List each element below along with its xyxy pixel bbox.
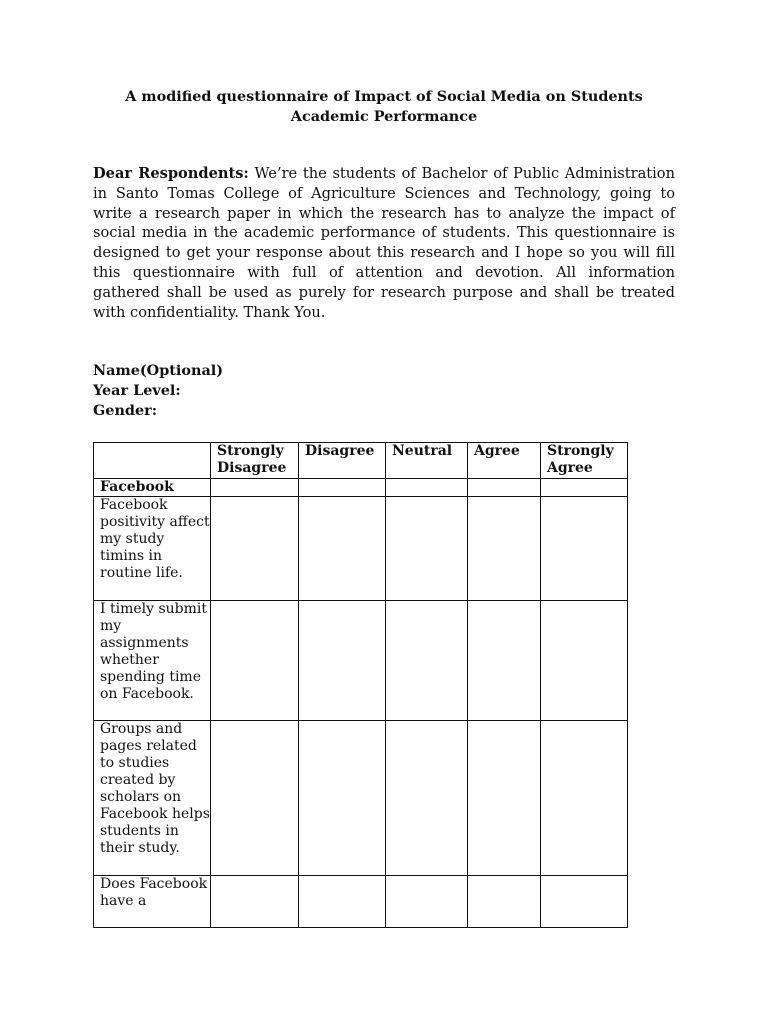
- table-row: [94, 876, 628, 928]
- response-cell[interactable]: [468, 479, 541, 497]
- response-cell[interactable]: [386, 876, 468, 928]
- intro-text: We’re the students of Bachelor of Public Administration in Santo Tomas College of Agriculture Sciences and Technology, going to write a research paper in which the research has to analyze the impact of social media in the academic performance of students. This questionnaire is designed to get your response about this research and I hope so you will fill this questionnaire with full of attention and devotion. All information gathered shall be used as purely for research purpose and shall be treated with confidentiality. Thank You.: [93, 165, 675, 321]
- name-field-label: Name(Optional): [93, 362, 224, 379]
- response-cell[interactable]: [541, 479, 628, 497]
- response-cell[interactable]: [299, 876, 386, 928]
- title-line-1: A modified questionnaire of Impact of Social Media on Students: [125, 88, 643, 105]
- response-cell[interactable]: [541, 497, 628, 601]
- response-cell[interactable]: [299, 721, 386, 876]
- header-agree: Agree: [468, 443, 541, 479]
- response-cell[interactable]: [211, 601, 299, 721]
- response-cell[interactable]: [468, 601, 541, 721]
- response-cell[interactable]: [386, 721, 468, 876]
- response-cell[interactable]: [211, 876, 299, 928]
- response-cell[interactable]: [468, 876, 541, 928]
- section-label: Facebook: [94, 479, 211, 497]
- table-row: [94, 721, 628, 876]
- survey-table: [93, 442, 628, 928]
- title-line-2: Academic Performance: [290, 108, 478, 125]
- table-row: [94, 497, 628, 601]
- header-strongly-disagree: Strongly Disagree: [211, 443, 299, 479]
- response-cell[interactable]: [541, 601, 628, 721]
- response-cell[interactable]: [386, 479, 468, 497]
- question-text: Groups and pages related to studies created by scholars on Facebook helps students in their study.: [94, 721, 211, 876]
- response-cell[interactable]: [211, 721, 299, 876]
- response-cell[interactable]: [468, 497, 541, 601]
- response-cell[interactable]: [386, 601, 468, 721]
- salutation: Dear Respondents:: [93, 165, 249, 182]
- section-row: [94, 479, 628, 497]
- table-row: [94, 601, 628, 721]
- question-text: Facebook positivity affect my study timins in routine life.: [94, 497, 211, 601]
- header-question: [94, 443, 211, 479]
- response-cell[interactable]: [299, 479, 386, 497]
- header-strongly-agree: Strongly Agree: [541, 443, 628, 479]
- gender-field-label: Gender:: [93, 402, 158, 419]
- response-cell[interactable]: [211, 479, 299, 497]
- response-cell[interactable]: [299, 497, 386, 601]
- header-disagree: Disagree: [299, 443, 386, 479]
- respondent-fields: [93, 361, 223, 421]
- response-cell[interactable]: [468, 721, 541, 876]
- year-level-field-label: Year Level:: [93, 382, 181, 399]
- question-text: I timely submit my assignments whether spending time on Facebook.: [94, 601, 211, 721]
- question-text: Does Facebook have a: [94, 876, 211, 928]
- document-title: [93, 87, 675, 127]
- header-neutral: Neutral: [386, 443, 468, 479]
- intro-paragraph: [93, 164, 675, 322]
- response-cell[interactable]: [541, 876, 628, 928]
- response-cell[interactable]: [541, 721, 628, 876]
- response-cell[interactable]: [211, 497, 299, 601]
- response-cell[interactable]: [299, 601, 386, 721]
- table-header-row: [94, 443, 628, 479]
- response-cell[interactable]: [386, 497, 468, 601]
